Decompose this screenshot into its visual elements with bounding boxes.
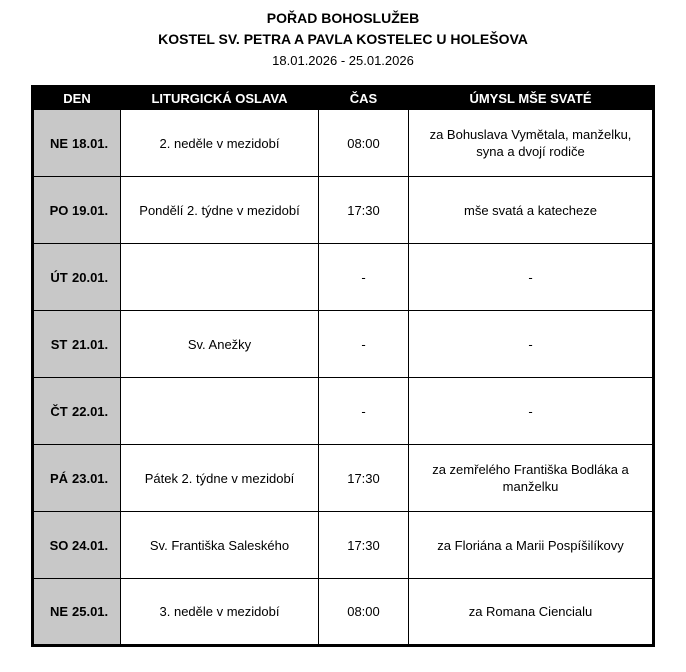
day-abbr: ÚT: [50, 269, 68, 285]
col-header-intention: ÚMYSL MŠE SVATÉ: [409, 87, 654, 110]
document-header: [0, 8, 686, 71]
day-date: 18.01.: [72, 135, 109, 151]
intention-cell: -: [409, 378, 654, 445]
day-date: 21.01.: [72, 336, 109, 352]
table-row: [33, 177, 654, 244]
col-header-celebration: LITURGICKÁ OSLAVA: [121, 87, 319, 110]
celebration-cell: Sv. Františka Saleského: [121, 512, 319, 579]
schedule-table: [31, 85, 655, 647]
table-row: [33, 445, 654, 512]
day-date: 19.01.: [72, 202, 109, 218]
day-abbr: ČT: [50, 403, 68, 419]
table-row: [33, 378, 654, 445]
intention-cell: -: [409, 311, 654, 378]
day-date: 22.01.: [72, 403, 109, 419]
celebration-cell: Pondělí 2. týdne v mezidobí: [121, 177, 319, 244]
celebration-cell: 2. neděle v mezidobí: [121, 110, 319, 177]
celebration-cell: [121, 244, 319, 311]
table-header-row: [33, 87, 654, 110]
table-row: [33, 579, 654, 646]
table-row: [33, 512, 654, 579]
day-cell: [33, 512, 121, 579]
day-cell: [33, 244, 121, 311]
day-cell: [33, 445, 121, 512]
time-cell: 17:30: [319, 177, 409, 244]
day-cell: [33, 378, 121, 445]
intention-cell: mše svatá a katecheze: [409, 177, 654, 244]
intention-cell: za Floriána a Marii Pospíšilíkovy: [409, 512, 654, 579]
day-abbr: NE: [49, 135, 69, 151]
table-row: [33, 110, 654, 177]
table-row: [33, 311, 654, 378]
day-date: 23.01.: [72, 470, 109, 486]
day-date: 24.01.: [72, 537, 109, 553]
day-cell: [33, 311, 121, 378]
col-header-day: DEN: [33, 87, 121, 110]
intention-cell: -: [409, 244, 654, 311]
celebration-cell: Sv. Anežky: [121, 311, 319, 378]
day-abbr: PÁ: [49, 470, 69, 486]
time-cell: -: [319, 244, 409, 311]
time-cell: 17:30: [319, 445, 409, 512]
time-cell: 08:00: [319, 579, 409, 646]
time-cell: 08:00: [319, 110, 409, 177]
day-cell: [33, 177, 121, 244]
celebration-cell: Pátek 2. týdne v mezidobí: [121, 445, 319, 512]
day-abbr: PO: [49, 202, 69, 218]
intention-cell: za zemřelého Františka Bodláka a manželku: [409, 445, 654, 512]
intention-cell: za Romana Ciencialu: [409, 579, 654, 646]
page-title: POŘAD BOHOSLUŽEB: [266, 10, 420, 26]
time-cell: -: [319, 378, 409, 445]
day-abbr: ST: [50, 336, 68, 352]
page-subtitle: KOSTEL SV. PETRA A PAVLA KOSTELEC U HOLEŠOVA: [158, 31, 528, 47]
day-date: 25.01.: [72, 604, 109, 619]
celebration-cell: [121, 378, 319, 445]
time-cell: 17:30: [319, 512, 409, 579]
celebration-cell: 3. neděle v mezidobí: [121, 579, 319, 646]
day-cell: [33, 579, 121, 646]
col-header-time: ČAS: [319, 87, 409, 110]
day-date: 20.01.: [72, 269, 109, 285]
intention-cell: za Bohuslava Vymětala, manželku, syna a dvojí rodiče: [409, 110, 654, 177]
day-cell: [33, 110, 121, 177]
time-cell: -: [319, 311, 409, 378]
day-abbr: NE: [49, 604, 69, 619]
date-range: 18.01.2026 - 25.01.2026: [272, 53, 414, 68]
table-row: [33, 244, 654, 311]
day-abbr: SO: [49, 537, 69, 553]
